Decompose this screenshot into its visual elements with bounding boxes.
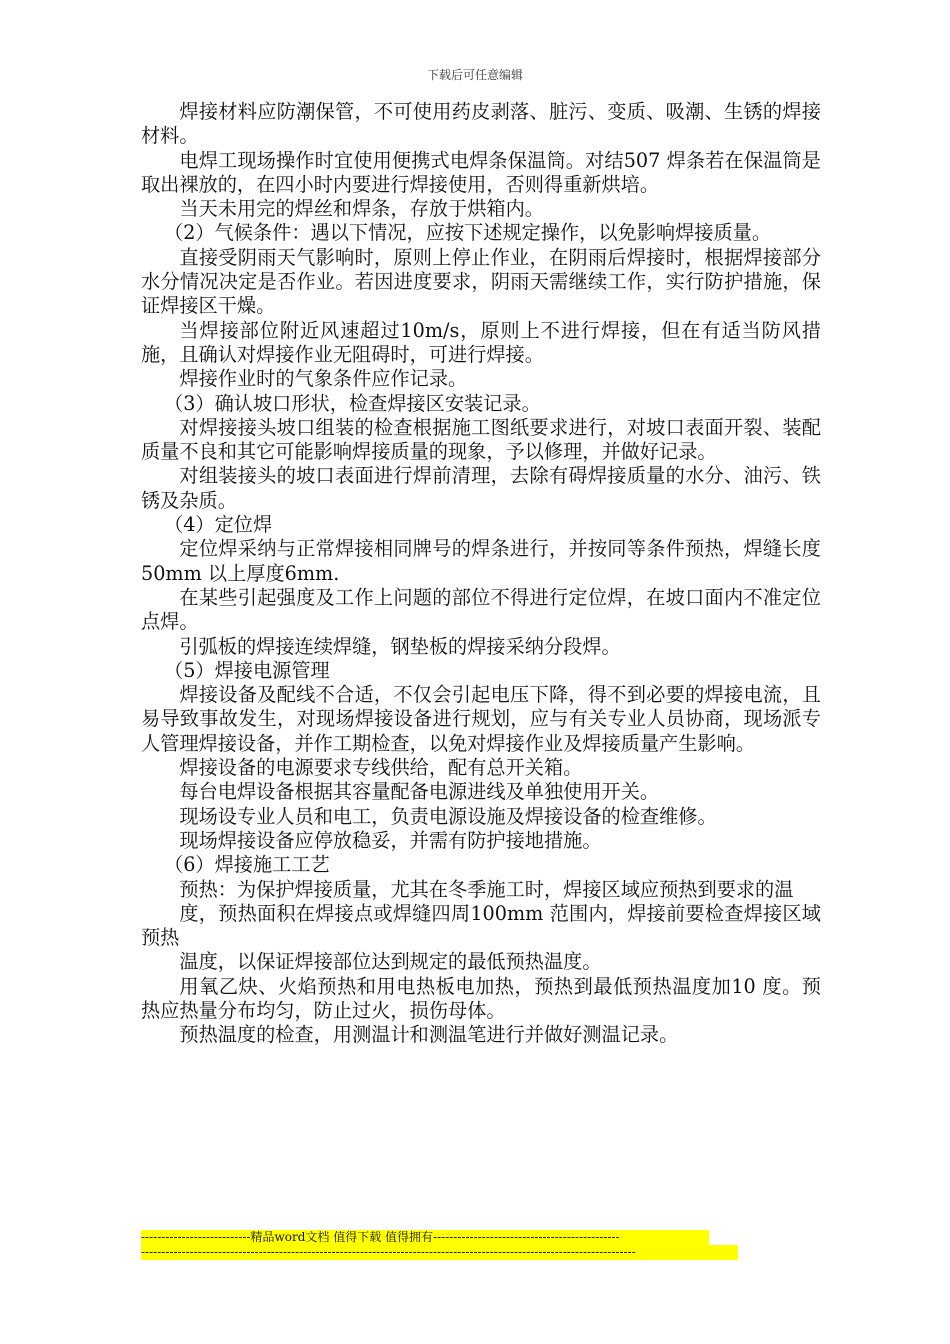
section-heading: （5）焊接电源管理 [164,658,330,682]
footer-banner [141,1230,741,1260]
paragraph: 电焊工现场操作时宜使用便携式电焊条保温筒。对结507 焊条若在保温筒是取出裸放的，在四小时内要进行焊接使用，否则得重新烘培。 [141,148,821,196]
section-heading: （2）气候条件：遇以下情况，应按下述规定操作，以免影响焊接质量。 [164,221,772,245]
section-heading: （4）定位焊 [164,513,273,537]
document-body [141,100,821,1048]
footer-line-1: ---------------------------精品word文档 值得下载 值得拥有---------------------------------------------- [141,1230,709,1245]
paragraph: 引弧板的焊接连续焊缝，钢垫板的焊接采纳分段焊。 [179,634,621,658]
paragraph: 度，预热面积在焊接点或焊缝四周100mm 范围内，焊接前要检查焊接区域预热 [141,901,821,950]
paragraph: 定位焊采纳与正常焊接相同牌号的焊条进行，并按同等条件预热，焊缝长度50mm 以上厚度6mm. [141,537,821,585]
paragraph: 预热：为保护焊接质量，尤其在冬季施工时，焊接区域应预热到要求的温 [179,877,794,901]
page-header: 下载后可任意编辑 [426,68,523,82]
paragraph: 现场设专业人员和电工，负责电源设施及焊接设备的检查维修。 [179,804,717,828]
paragraph: 预热温度的检查，用测温计和测温笔进行并做好测温记录。 [179,1023,679,1047]
footer-line-2: -------------------------------------------------------------------------------------------------------------------------- [141,1245,738,1260]
paragraph: 焊接作业时的气象条件应作记录。 [179,367,468,391]
paragraph: 对焊接接头坡口组装的检查根据施工图纸要求进行，对坡口表面开裂、装配质量不良和其它可能影响焊接质量的现象，予以修理，并做好记录。 [141,415,821,464]
paragraph: 用氧乙炔、火焰预热和用电热板电加热，预热到最低预热温度加10 度。预热应热量分布均匀，防止过火，损伤母体。 [141,974,821,1022]
paragraph: 现场焊接设备应停放稳妥，并需有防护接地措施。 [179,828,602,852]
paragraph: 温度，以保证焊接部位达到规定的最低预热温度。 [179,950,602,974]
paragraph: 每台电焊设备根据其容量配备电源进线及单独使用开关。 [179,780,660,804]
paragraph: 对组装接头的坡口表面进行焊前清理，去除有碍焊接质量的水分、油污、铁锈及杂质。 [141,464,821,512]
paragraph: 在某些引起强度及工作上问题的部位不得进行定位焊，在坡口面内不准定位点焊。 [141,585,821,634]
paragraph: 焊接材料应防潮保管，不可使用药皮剥落、脏污、变质、吸潮、生锈的焊接材料。 [141,100,821,148]
paragraph: 焊接设备的电源要求专线供给，配有总开关箱。 [179,756,583,780]
paragraph: 当天未用完的焊丝和焊条，存放于烘箱内。 [179,197,544,221]
paragraph: 当焊接部位附近风速超过10m/s，原则上不进行焊接，但在有适当防风措施，且确认对焊接作业无阻碍时，可进行焊接。 [141,318,821,366]
paragraph: 焊接设备及配线不合适，不仅会引起电压下降，得不到必要的焊接电流，且易导致事故发生，对现场焊接设备进行规划，应与有关专业人员协商，现场派专人管理焊接设备，并作工期检查，以免对焊接作业及焊接质量产生影响。 [141,683,821,755]
section-heading: （6）焊接施工工艺 [164,853,330,877]
paragraph: 直接受阴雨天气影响时，原则上停止作业，在阴雨后焊接时，根据焊接部分水分情况决定是否作业。若因进度要求，阴雨天需继续工作，实行防护措施，保证焊接区干燥。 [141,245,821,318]
section-heading: （3）确认坡口形状，检查焊接区安装记录。 [164,391,541,415]
